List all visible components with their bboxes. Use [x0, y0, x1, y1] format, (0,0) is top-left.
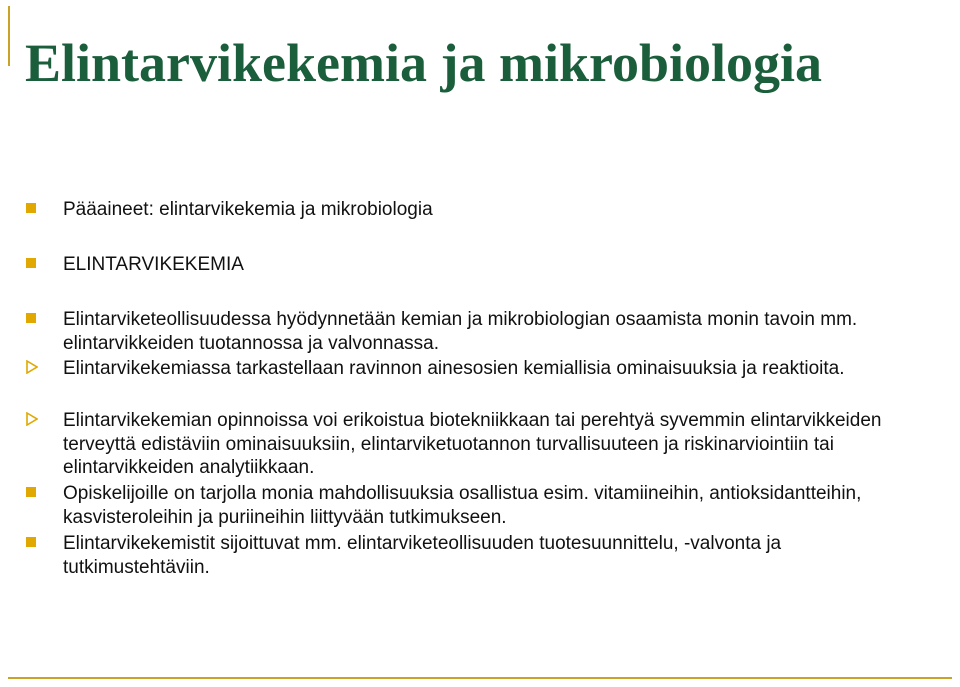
filled-square-bullet-icon — [26, 487, 36, 497]
bullet-text: Elintarviketeollisuudessa hyödynnetään kemian ja mikrobiologian osaamista monin tavoin mm. elintarvikkeiden tuotannossa ja valvonnassa. — [63, 309, 858, 354]
bullet-text: Opiskelijoille on tarjolla monia mahdollisuuksia osallistua esim. vitamiineihin, antioksidantteihin, kasvisteroleihin ja puriineihin liittyvään tutkimukseen. — [63, 483, 862, 528]
bullet-text: ELINTARVIKEKEMIA — [63, 254, 244, 275]
outlined-square-bullet-icon — [26, 412, 36, 422]
outlined-square-bullet-icon — [26, 360, 36, 370]
filled-square-bullet-icon — [26, 313, 36, 323]
bullet-text: Elintarvikekemistit sijoittuvat mm. elintarviketeollisuuden tuotesuunnittelu, -valvonta ja tutkimustehtäviin. — [63, 533, 782, 578]
bullet-text: Elintarvikekemian opinnoissa voi erikoistua biotekniikkaan tai perehtyä syvemmin elintarvikkeiden terveyttä edistäviin ominaisuuksiin, elintarviketuotannon turvallisuuteen ja riskinarviointiin tai elintarvikkeiden analytiikkaan. — [63, 410, 882, 478]
slide-title: Elintarvikekemia ja mikrobiologia — [25, 33, 823, 93]
bullet-text: Elintarvikekemiassa tarkastellaan ravinnon ainesosien kemiallisia ominaisuuksia ja reaktioita. — [63, 358, 845, 379]
filled-square-bullet-icon — [26, 203, 36, 213]
filled-square-bullet-icon — [26, 537, 36, 547]
filled-square-bullet-icon — [26, 258, 36, 268]
bullet-text: Pääaineet: elintarvikekemia ja mikrobiologia — [63, 199, 433, 220]
